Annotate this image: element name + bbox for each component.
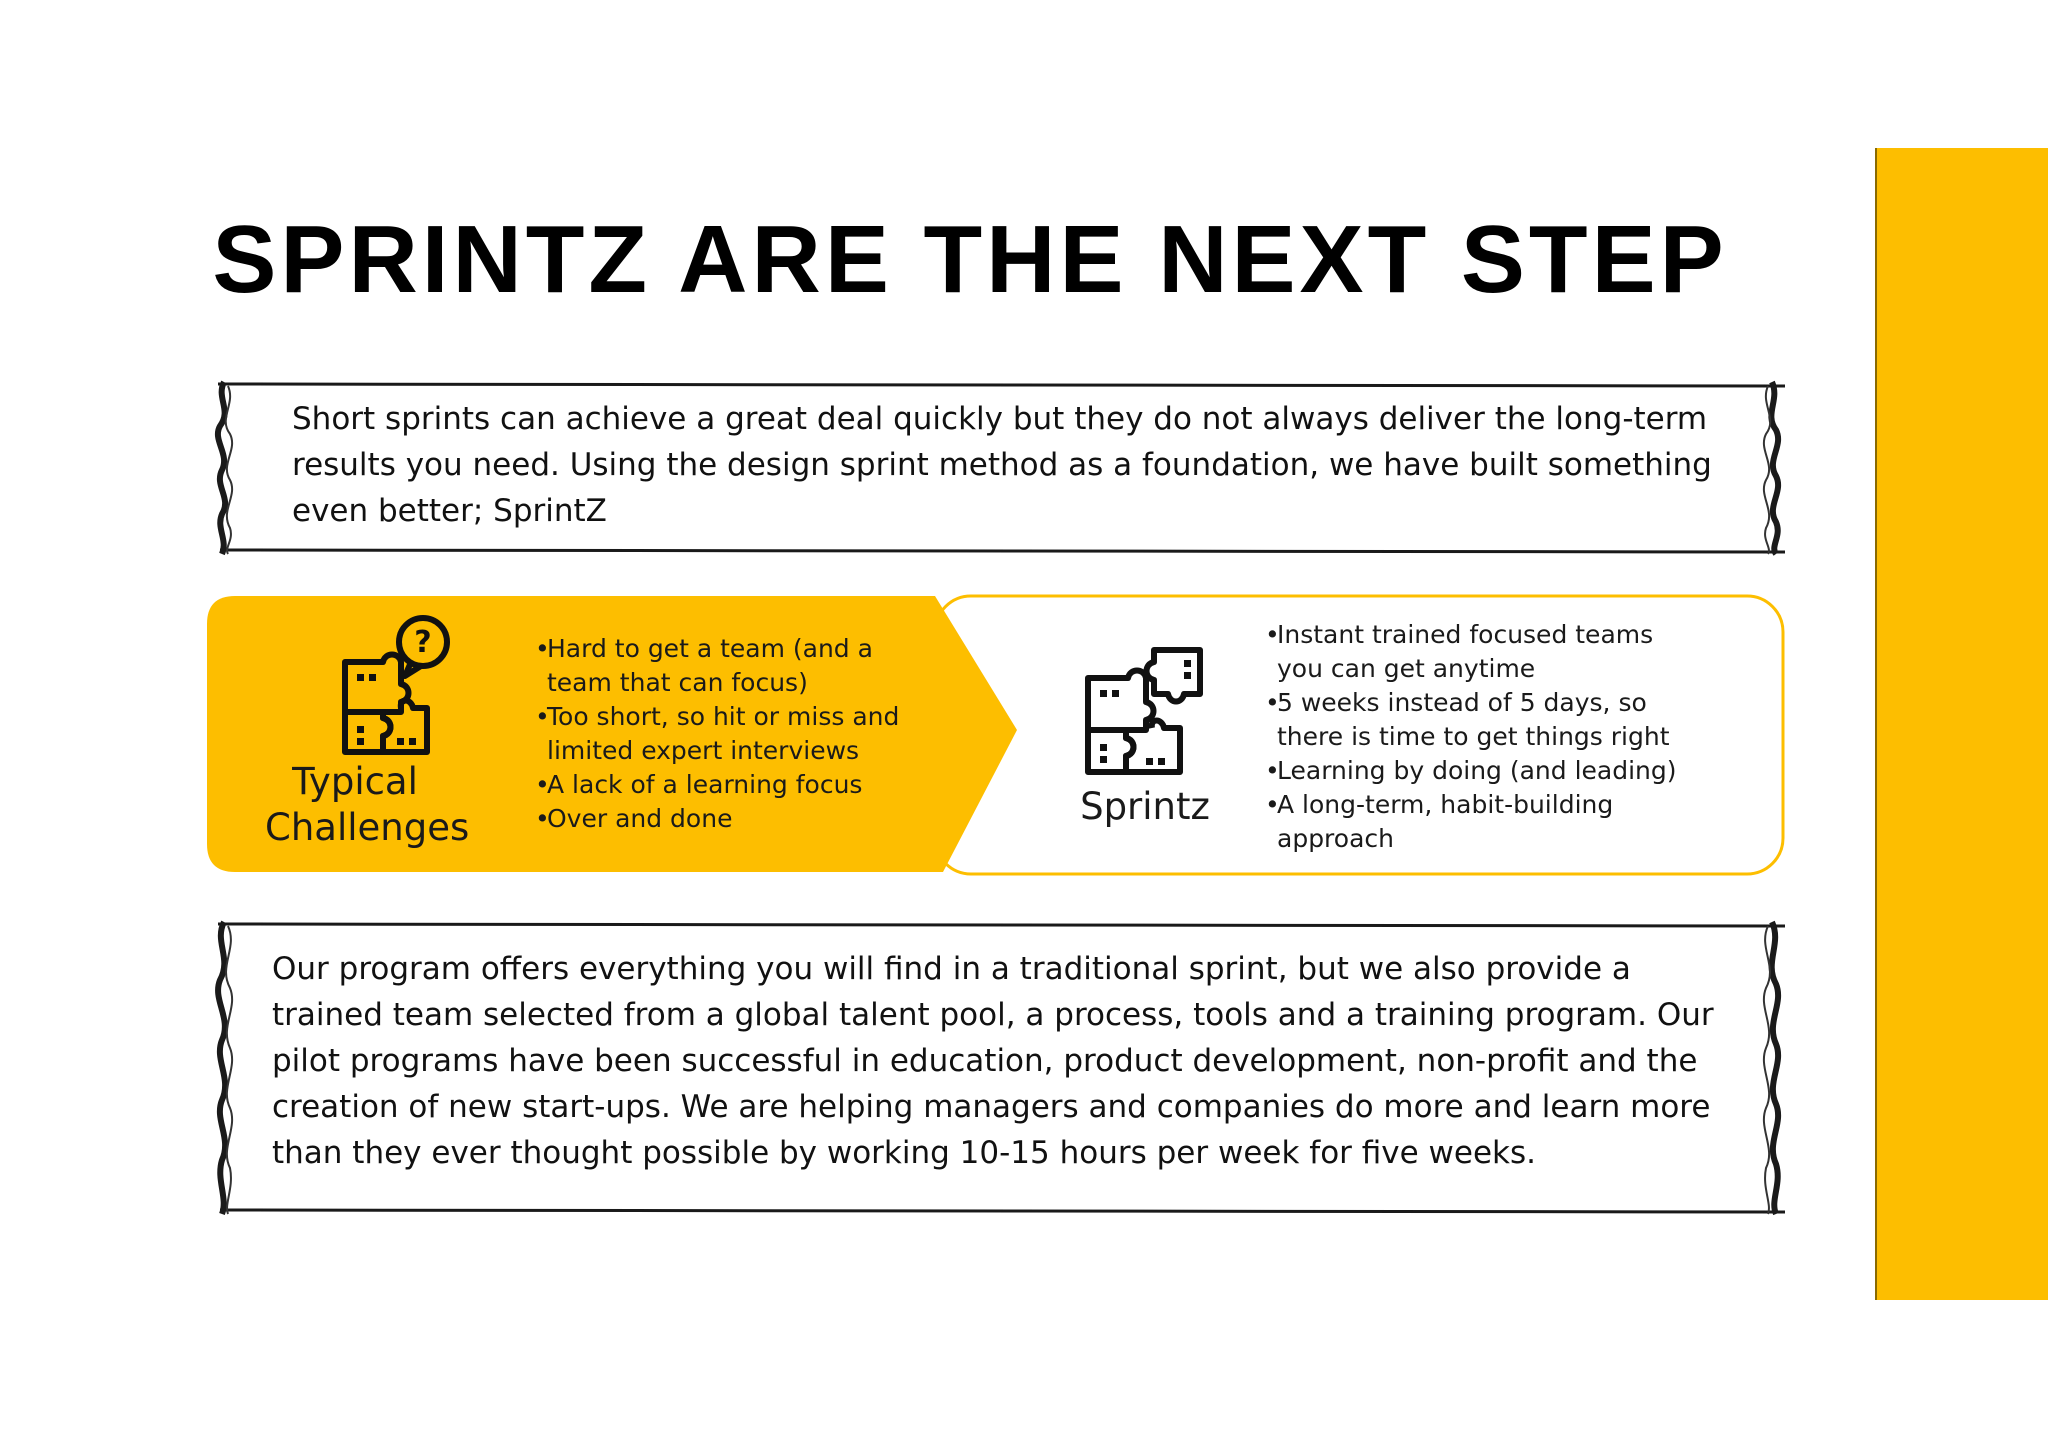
- puzzle-icon: [1080, 644, 1210, 784]
- comparison-banner: [205, 594, 1787, 876]
- sprintz-item: • Instant trained focused teams you can get anytime: [1265, 618, 1695, 686]
- challenges-list: [535, 632, 915, 836]
- accent-side-bar: [1875, 148, 2048, 1300]
- challenges-label: Typical Challenges: [265, 760, 470, 849]
- intro-scroll-box: [210, 378, 1790, 558]
- sprintz-label: Sprintz: [1080, 785, 1210, 828]
- sprintz-item: • Learning by doing (and leading): [1265, 754, 1695, 788]
- sprintz-list: [1265, 618, 1695, 856]
- challenges-item: • Too short, so hit or miss and limited expert interviews: [535, 700, 915, 768]
- challenges-item: • Hard to get a team (and a team that can focus): [535, 632, 915, 700]
- page-title: SPRINTZ ARE THE NEXT STEP: [212, 206, 1728, 313]
- puzzle-question-icon: [335, 612, 465, 762]
- sprintz-item: • A long-term, habit-building approach: [1265, 788, 1695, 856]
- intro-text: Short sprints can achieve a great deal quickly but they do not always deliver the long-term results you need. Using the design sprint method as a foundation, we have built something even better; SprintZ: [292, 401, 1712, 529]
- outro-text: Our program offers everything you will find in a traditional sprint, but we also provide a trained team selected from a global talent pool, a process, tools and a training program. Our pilot programs have been successful in education, product development, non-profit and the creation of new start-ups. We are helping managers and companies do more and learn more than they ever thought possible by working 10-15 hours per week for five weeks.: [272, 951, 1714, 1171]
- challenges-item: • Over and done: [535, 802, 915, 836]
- challenges-item: • A lack of a learning focus: [535, 768, 915, 802]
- sprintz-item: • 5 weeks instead of 5 days, so there is time to get things right: [1265, 686, 1695, 754]
- outro-scroll-box: [210, 918, 1790, 1218]
- svg-text:?: ?: [414, 625, 432, 660]
